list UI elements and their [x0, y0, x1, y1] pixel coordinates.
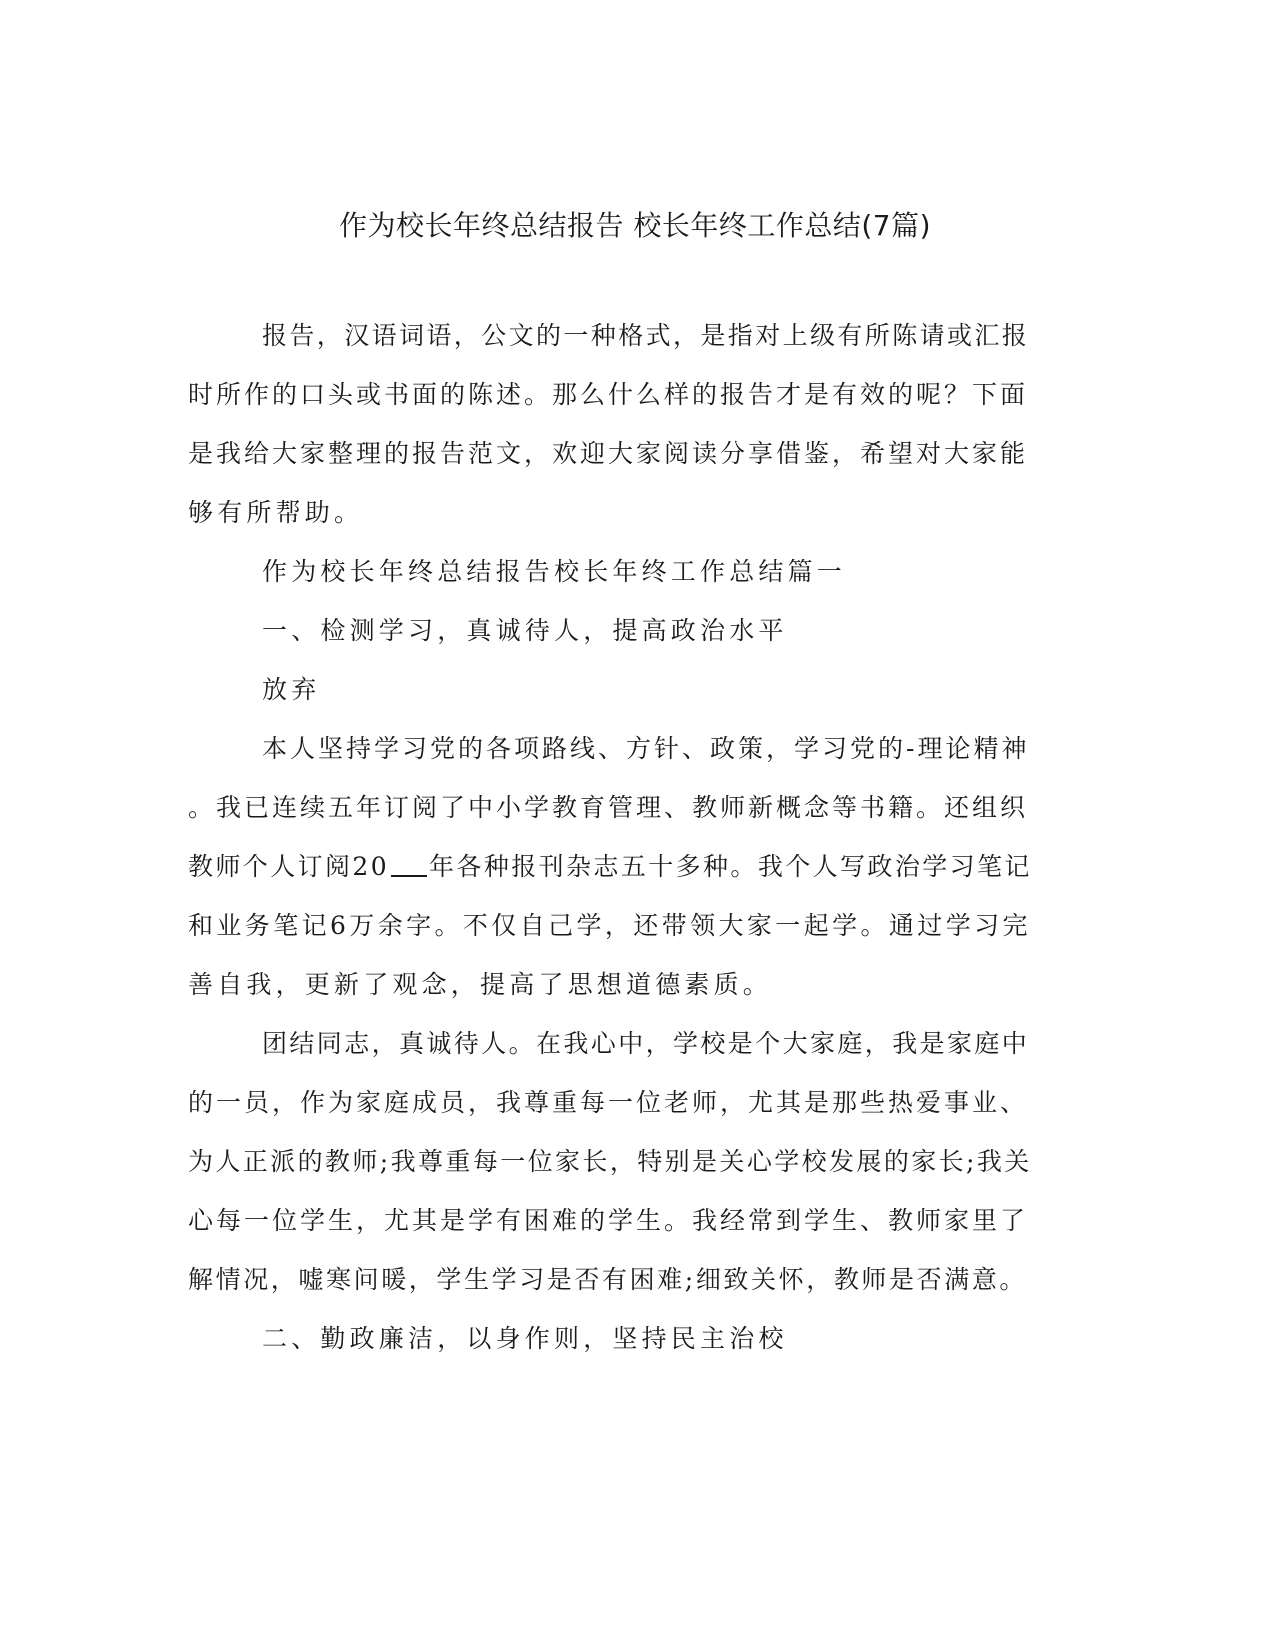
- para1-line-3: [188, 849, 1032, 885]
- para1-line-3-part-b: 年各种报刊杂志五十多种。我个人写政治学习笔记: [429, 852, 1032, 881]
- para1-line-1: 本人坚持学习党的各项路线、方针、政策，学习党的-理论精神: [262, 734, 1030, 763]
- para1-line-5: 善自我，更新了观念，提高了思想道德素质。: [188, 970, 773, 999]
- fill-in-blank: [391, 853, 427, 877]
- intro-line-3: 是我给大家整理的报告范文，欢迎大家阅读分享借鉴，希望对大家能: [188, 439, 1029, 468]
- para1-line-2: 。我已连续五年订阅了中小学教育管理、教师新概念等书籍。还组织: [188, 793, 1029, 822]
- para1-line-3-part-a: 教师个人订阅20: [188, 852, 390, 881]
- intro-line-2: 时所作的口头或书面的陈述。那么什么样的报告才是有效的呢？下面: [188, 380, 1029, 409]
- document-title: 作为校长年终总结报告 校长年终工作总结(7篇): [338, 209, 932, 242]
- heading-1: 一、检测学习，真诚待人，提高政治水平: [262, 616, 788, 645]
- para1-line-4: 和业务笔记6万余字。不仅自己学，还带领大家一起学。通过学习完: [188, 911, 1031, 940]
- heading-2: 二、勤政廉洁，以身作则，坚持民主治校: [262, 1324, 788, 1353]
- para2-line-5: 解情况，嘘寒问暖，学生学习是否有困难;细致关怀，教师是否满意。: [188, 1265, 1028, 1294]
- para2-line-2: 的一员，作为家庭成员，我尊重每一位老师，尤其是那些热爱事业、: [188, 1088, 1029, 1117]
- para2-line-1: 团结同志，真诚待人。在我心中，学校是个大家庭，我是家庭中: [262, 1029, 1030, 1058]
- intro-line-1: 报告，汉语词语，公文的一种格式，是指对上级有所陈请或汇报: [262, 321, 1030, 350]
- intro-line-4: 够有所帮助。: [188, 498, 364, 527]
- section-heading: 作为校长年终总结报告校长年终工作总结篇一: [262, 557, 847, 586]
- fangqi-line: 放弃: [262, 675, 321, 704]
- para2-line-3: 为人正派的教师;我尊重每一位家长，特别是关心学校发展的家长;我关: [188, 1147, 1032, 1176]
- para2-line-4: 心每一位学生，尤其是学有困难的学生。我经常到学生、教师家里了: [188, 1206, 1029, 1235]
